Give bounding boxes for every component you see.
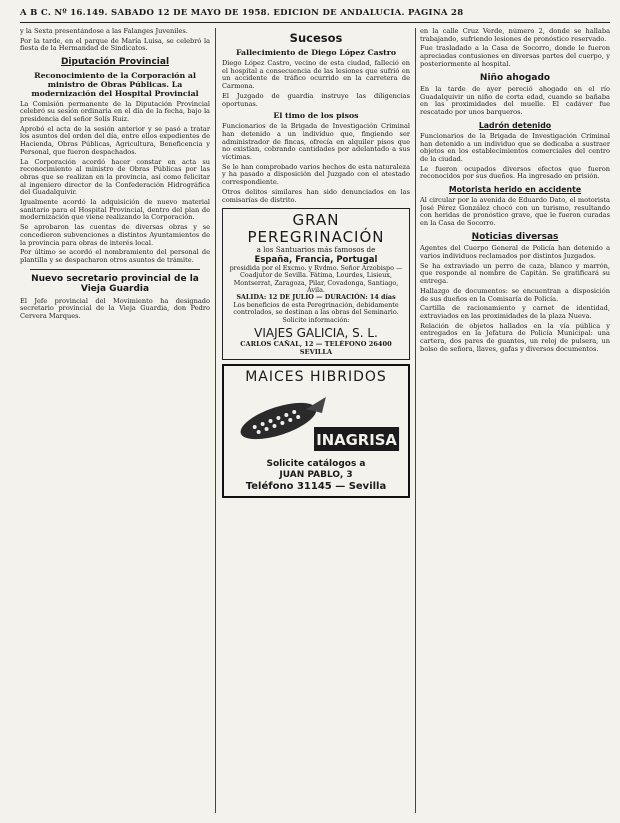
brand-label: INAGRISA (316, 430, 397, 450)
article-paragraph: El Juzgado de guardia instruye las diligencias oportunas. (222, 91, 410, 108)
column-divider (415, 28, 416, 813)
article-paragraph: Por último se acordó el nombramiento del personal de plantilla y se despacharon otros asuntos de trámite. (20, 248, 210, 264)
article-paragraph: y la Sexta presentándose a las Falanges Juveniles. (20, 28, 188, 35)
article-paragraph: Relación de objetos hallados en la vía pública y entregados en la Jefatura de Policía Municipal: una cartera, dos pares de guantes, un reloj de pulsera, un bolso de señora, llaves, gafas y diversos documentos. (420, 321, 610, 353)
article-paragraph: Se aprobaron las cuentas de diversas obras y se concedieron subvenciones a distintos Ayuntamientos de la provincia para obras de interés local. (20, 223, 210, 247)
article-paragraph: Funcionarios de la Brigada de Investigación Criminal han detenido a un individuo que se dedicaba a sustraer objetos en los establecimientos comerciales del centro de la ciudad. (420, 131, 610, 163)
article-paragraph: Se le han comprobado varios hechos de esta naturaleza y ha pasado a disposición del Juzgado con el atestado correspondiente. (222, 162, 410, 187)
article-paragraph: La Comisión permanente de la Diputación Provincial celebró su sesión ordinaria en el día de la fecha, bajo la presidencia del señor Solís Ruiz. (20, 99, 210, 124)
page-header: A B C. Nº 16.149. SÁBADO 12 DE MAYO DE 1958. EDICIÓN DE ANDALUCÍA. PÁGINA 28 (20, 8, 464, 18)
peregrinacion-ad (222, 208, 410, 360)
article-paragraph: Funcionarios de la Brigada de Investigación Criminal han detenido a un individuo que, fingiendo ser administrador de fincas, ofrecía en alquiler pisos que no existían, cobrando cantidades por adelantado a sus víctimas. (222, 122, 410, 162)
ad-line: a los Santuarios más famosos de (256, 245, 376, 255)
article-paragraph: Por la tarde, en el parque de María Luisa, se celebró la fiesta de la Hermandad de Sindicatos. (20, 36, 210, 53)
header-rule (20, 22, 610, 23)
article-paragraph: El Jefe provincial del Movimiento ha designado secretario provincial de la Vieja Guardia, don Pedro Cervera Marques. (20, 296, 210, 321)
maices-phone: Teléfono 31145 — Sevilla (245, 481, 387, 492)
subheadline-diputacion: Reconocimiento de la Corporación al ministro de Obras Públicas. La modernización del Hospital Provincial (31, 70, 199, 98)
ad-destinations: España, Francia, Portugal (254, 254, 378, 265)
article-paragraph: Le fueron ocupados diversos efectos que fueron reconocidos por sus dueños. Ha ingresado en prisión. (420, 164, 610, 181)
article-paragraph: En la tarde de ayer pereció ahogado en el río Guadalquivir un niño de corta edad, cuando se bañaba en las proximidades del muelle. El cadáver fue rescatado por unos barqueros. (420, 85, 610, 117)
headline-nino-ahogado: Niño ahogado (479, 72, 551, 83)
ad-agency: VIAJES GALICIA, S. L. (254, 326, 378, 340)
maices-ad (222, 364, 410, 498)
ad-departure: SALIDA: 12 DE JULIO — DURACIÓN: 14 días (236, 293, 396, 302)
headline-vieja-guardia: Nuevo secretario provincial de la Vieja Guardia (31, 273, 199, 295)
corn-illustration (227, 387, 405, 457)
ad-title: GRAN PEREGRINACIÓN (247, 211, 385, 247)
maices-title: MAICES HIBRIDOS (245, 369, 387, 385)
corn-icon (227, 387, 405, 457)
subheadline-timo: El timo de los pisos (273, 111, 359, 121)
headline-noticias: Noticias diversas (471, 231, 559, 242)
ad-body: presidida por el Excmo. y Rvdmo. Señor Arzobispo — Coadjutor de Sevilla. Fátima, Lourdes, Lisieux, Montserrat, Zaragoza, Pilar, Covadonga, Santiago, Ávila. (229, 263, 403, 294)
headline-motorista: Motorista herido en accidente (448, 185, 582, 195)
headline-sucesos: Sucesos (289, 31, 343, 45)
article-paragraph: Hallazgo de documentos: se encuentran a disposición de sus dueños en la Comisaría de Policía. (420, 286, 610, 303)
article-paragraph: Cartilla de racionamiento y carnet de identidad, extraviados en las proximidades de la plaza Nueva. (420, 304, 610, 320)
separator (30, 269, 200, 270)
column-divider (215, 28, 216, 813)
article-paragraph: Fue trasladado a la Casa de Socorro, donde le fueron apreciadas contusiones en diversas partes del cuerpo, y posteriormente al hospital. (420, 44, 610, 68)
article-paragraph: Al circular por la avenida de Eduardo Dato, el motorista José Pérez González chocó con un turismo, resultando con heridas de pronóstico grave, que le fueron curadas en la Casa de Socorro. (420, 196, 610, 228)
article-paragraph: Aprobó el acta de la sesión anterior y se pasó a tratar los asuntos del orden del día, entre ellos expedientes de Hacienda, Obras Públicas, Agricultura, Beneficencia y Personal, que fueron despachados. (20, 124, 210, 156)
headline-diputacion: Diputación Provincial (60, 57, 170, 68)
maices-line: Solicite catálogos a (266, 459, 366, 469)
left-column (20, 28, 210, 813)
ad-benefits: Los beneficios de esta Peregrinación, debidamente controlados, se destinan a las obras del Seminario. Solicite información: (233, 300, 399, 324)
subheadline-fallecimiento: Fallecimiento de Diego López Castro (235, 48, 397, 57)
ad-address: CARLOS CAÑAL, 12 — TELÉFONO 26400 (240, 340, 392, 348)
middle-column (222, 28, 410, 813)
maices-address: JUAN PABLO, 3 (279, 470, 353, 480)
article-paragraph: Agentes del Cuerpo General de Policía han detenido a varios individuos reclamados por distintos Juzgados. (420, 244, 610, 261)
article-paragraph: Otros delitos similares han sido denunciados en las comisarías de distrito. (222, 187, 410, 204)
headline-ladron: Ladrón detenido (478, 120, 552, 130)
ad-city: SEVILLA (299, 348, 333, 356)
article-paragraph: La Corporación acordó hacer constar en acta su reconocimiento al ministro de Obras Públicas por las obras que se realizan en la provincia, así como felicitar al ingeniero director de la Confederación Hidrográfica del Guadalquivir. (20, 157, 210, 197)
article-paragraph: Se ha extraviado un perro de caza, blanco y marrón, que responde al nombre de Capitán. Se gratificará su entrega. (420, 261, 610, 286)
article-paragraph: en la calle Cruz Verde, número 2, donde se hallaba trabajando, sufriendo lesiones de pronóstico reservado. (420, 28, 610, 43)
article-paragraph: Igualmente acordó la adquisición de nuevo material sanitario para el Hospital Provincial, dentro del plan de modernización que viene realizando la Corporación. (20, 198, 210, 222)
right-column (420, 28, 610, 813)
article-paragraph: Diego López Castro, vecino de esta ciudad, falleció en el hospital a consecuencia de las lesiones que sufrió en un accidente de tráfico ocurrido en la carretera de Carmona. (222, 59, 410, 91)
